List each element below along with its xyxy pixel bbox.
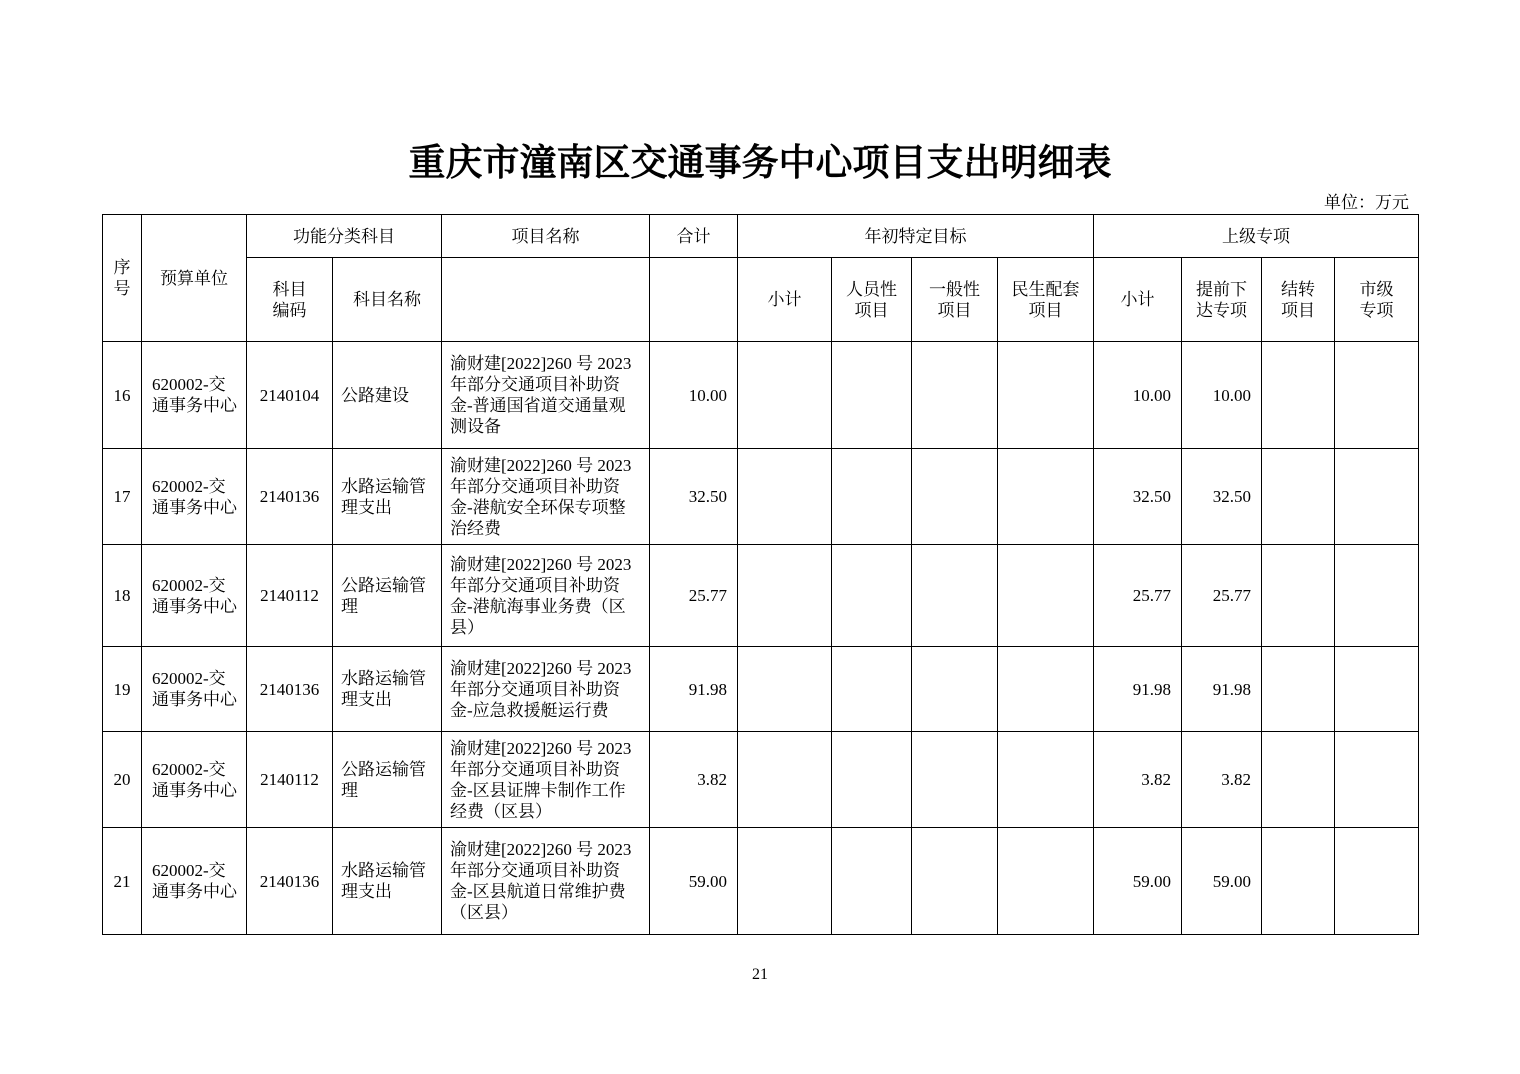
row-subject-code: 2140136 xyxy=(247,647,333,732)
row-us-city xyxy=(1335,647,1419,732)
header-at-livelihood: 民生配套项目 xyxy=(998,258,1094,342)
header-us-subtotal: 小计 xyxy=(1094,258,1182,342)
row-at-livelihood xyxy=(998,545,1094,647)
row-at-livelihood xyxy=(998,732,1094,828)
row-total: 3.82 xyxy=(650,732,738,828)
table-row xyxy=(103,342,1419,449)
row-budget-unit: 620002-交通事务中心 xyxy=(142,342,247,449)
row-at-livelihood xyxy=(998,449,1094,545)
header-project-name-blank xyxy=(442,258,650,342)
table-row xyxy=(103,545,1419,647)
row-at-subtotal xyxy=(738,732,832,828)
row-at-general xyxy=(912,545,998,647)
row-subject-code: 2140104 xyxy=(247,342,333,449)
row-subject-name: 水路运输管理支出 xyxy=(333,828,442,935)
row-at-personnel xyxy=(832,342,912,449)
header-seq: 序号 xyxy=(103,215,142,342)
row-project-name: 渝财建[2022]260 号 2023 年部分交通项目补助资金-区县航道日常维护费（区县） xyxy=(442,828,650,935)
row-budget-unit: 620002-交通事务中心 xyxy=(142,828,247,935)
row-at-general xyxy=(912,449,998,545)
table-row xyxy=(103,449,1419,545)
row-at-personnel xyxy=(832,828,912,935)
header-row-2 xyxy=(103,258,1419,342)
row-budget-unit: 620002-交通事务中心 xyxy=(142,732,247,828)
row-seq: 17 xyxy=(103,449,142,545)
row-seq: 18 xyxy=(103,545,142,647)
row-total: 32.50 xyxy=(650,449,738,545)
row-us-subtotal: 59.00 xyxy=(1094,828,1182,935)
row-at-livelihood xyxy=(998,342,1094,449)
row-total: 10.00 xyxy=(650,342,738,449)
row-us-advance: 32.50 xyxy=(1182,449,1262,545)
header-us-city: 市级专项 xyxy=(1335,258,1419,342)
row-budget-unit: 620002-交通事务中心 xyxy=(142,449,247,545)
row-us-carryover xyxy=(1262,828,1335,935)
row-subject-name: 公路建设 xyxy=(333,342,442,449)
header-row-1 xyxy=(103,215,1419,258)
row-subject-code: 2140136 xyxy=(247,828,333,935)
row-us-carryover xyxy=(1262,732,1335,828)
row-at-general xyxy=(912,828,998,935)
header-at-subtotal: 小计 xyxy=(738,258,832,342)
header-project-name: 项目名称 xyxy=(442,215,650,258)
header-us-advance: 提前下达专项 xyxy=(1182,258,1262,342)
table-row xyxy=(103,647,1419,732)
row-us-city xyxy=(1335,732,1419,828)
row-us-subtotal: 10.00 xyxy=(1094,342,1182,449)
row-total: 91.98 xyxy=(650,647,738,732)
row-at-subtotal xyxy=(738,449,832,545)
row-us-subtotal: 91.98 xyxy=(1094,647,1182,732)
row-at-personnel xyxy=(832,449,912,545)
row-us-carryover xyxy=(1262,647,1335,732)
row-subject-name: 公路运输管理 xyxy=(333,732,442,828)
row-at-livelihood xyxy=(998,828,1094,935)
row-seq: 16 xyxy=(103,342,142,449)
row-total: 59.00 xyxy=(650,828,738,935)
header-at-personnel: 人员性项目 xyxy=(832,258,912,342)
row-at-subtotal xyxy=(738,828,832,935)
page-title: 重庆市潼南区交通事务中心项目支出明细表 xyxy=(408,141,1112,184)
row-us-advance: 91.98 xyxy=(1182,647,1262,732)
row-us-subtotal: 32.50 xyxy=(1094,449,1182,545)
row-us-advance: 10.00 xyxy=(1182,342,1262,449)
row-seq: 21 xyxy=(103,828,142,935)
row-at-general xyxy=(912,732,998,828)
header-upper-special: 上级专项 xyxy=(1094,215,1419,258)
row-at-general xyxy=(912,647,998,732)
row-budget-unit: 620002-交通事务中心 xyxy=(142,647,247,732)
row-us-city xyxy=(1335,342,1419,449)
row-us-city xyxy=(1335,828,1419,935)
row-us-subtotal: 3.82 xyxy=(1094,732,1182,828)
row-at-personnel xyxy=(832,545,912,647)
row-at-personnel xyxy=(832,647,912,732)
row-at-personnel xyxy=(832,732,912,828)
row-us-carryover xyxy=(1262,449,1335,545)
header-subject-code: 科目编码 xyxy=(247,258,333,342)
project-expenditure-table xyxy=(102,214,1419,935)
row-project-name: 渝财建[2022]260 号 2023 年部分交通项目补助资金-港航海事业务费（区县） xyxy=(442,545,650,647)
header-total-blank xyxy=(650,258,738,342)
unit-label: 单位：万元 xyxy=(1324,193,1409,212)
header-us-carryover: 结转项目 xyxy=(1262,258,1335,342)
row-subject-code: 2140112 xyxy=(247,545,333,647)
table-body xyxy=(103,342,1419,935)
header-annual-target: 年初特定目标 xyxy=(738,215,1094,258)
row-at-subtotal xyxy=(738,647,832,732)
page-number: 21 xyxy=(752,966,768,983)
row-project-name: 渝财建[2022]260 号 2023 年部分交通项目补助资金-应急救援艇运行费 xyxy=(442,647,650,732)
header-at-general: 一般性项目 xyxy=(912,258,998,342)
row-us-city xyxy=(1335,449,1419,545)
row-us-subtotal: 25.77 xyxy=(1094,545,1182,647)
row-us-advance: 3.82 xyxy=(1182,732,1262,828)
table-row xyxy=(103,828,1419,935)
row-total: 25.77 xyxy=(650,545,738,647)
row-project-name: 渝财建[2022]260 号 2023 年部分交通项目补助资金-港航安全环保专项整治经费 xyxy=(442,449,650,545)
row-subject-name: 水路运输管理支出 xyxy=(333,449,442,545)
row-project-name: 渝财建[2022]260 号 2023 年部分交通项目补助资金-普通国省道交通量观测设备 xyxy=(442,342,650,449)
row-us-city xyxy=(1335,545,1419,647)
header-total: 合计 xyxy=(650,215,738,258)
row-subject-code: 2140112 xyxy=(247,732,333,828)
row-at-general xyxy=(912,342,998,449)
row-budget-unit: 620002-交通事务中心 xyxy=(142,545,247,647)
row-us-advance: 25.77 xyxy=(1182,545,1262,647)
row-subject-code: 2140136 xyxy=(247,449,333,545)
row-seq: 20 xyxy=(103,732,142,828)
row-us-carryover xyxy=(1262,342,1335,449)
row-at-livelihood xyxy=(998,647,1094,732)
row-us-carryover xyxy=(1262,545,1335,647)
row-subject-name: 水路运输管理支出 xyxy=(333,647,442,732)
row-seq: 19 xyxy=(103,647,142,732)
row-subject-name: 公路运输管理 xyxy=(333,545,442,647)
table-row xyxy=(103,732,1419,828)
header-budget-unit: 预算单位 xyxy=(142,215,247,342)
header-function-class: 功能分类科目 xyxy=(247,215,442,258)
row-project-name: 渝财建[2022]260 号 2023 年部分交通项目补助资金-区县证牌卡制作工作经费（区县） xyxy=(442,732,650,828)
row-at-subtotal xyxy=(738,342,832,449)
row-at-subtotal xyxy=(738,545,832,647)
row-us-advance: 59.00 xyxy=(1182,828,1262,935)
header-subject-name: 科目名称 xyxy=(333,258,442,342)
